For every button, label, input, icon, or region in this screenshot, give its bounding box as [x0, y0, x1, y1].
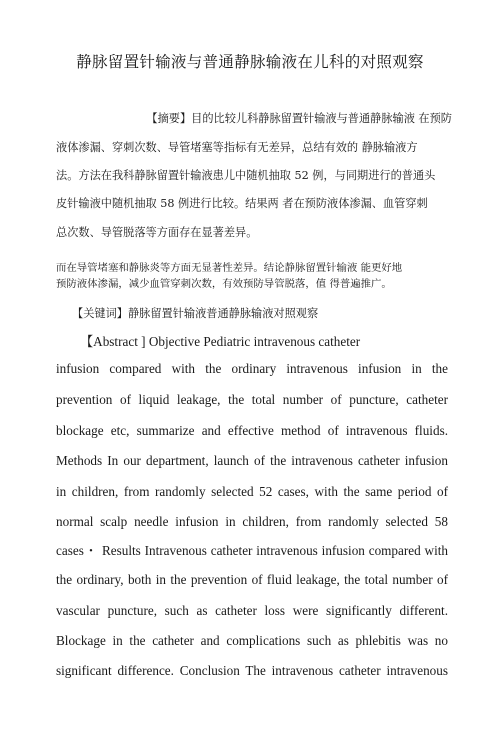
abstract-cn-line-2: 液体渗漏、穿刺次数、导管堵塞等指标有无差异，总结有效的 静脉输液方 [56, 141, 418, 154]
abstract-en-line-10: vascular puncture, such as catheter loss were significantly different. [56, 603, 448, 618]
document-title: 静脉留置针输液与普通静脉输液在儿科的对照观察 [76, 53, 424, 71]
abstract-cn-small-line-1: 而在导管堵塞和静脉炎等方面无显著性差异。结论静脉留置针输液 能更好地 [56, 262, 403, 274]
abstract-en-line-11: Blockage in the catheter and complications such as phlebitis was no [56, 633, 448, 648]
abstract-en-line-9: the ordinary, both in the prevention of fluid leakage, the total number of [56, 572, 448, 587]
abstract-cn-line-3: 法。方法在我科静脉留置针输液患儿中随机抽取 52 例，与同期进行的普通头 [56, 169, 436, 182]
abstract-en-line-2: infusion compared with the ordinary intravenous infusion in the [56, 361, 448, 376]
abstract-en-line-12: significant difference. Conclusion The intravenous catheter intravenous [56, 663, 448, 678]
abstract-en-line-1: 【Abstract ] Objective Pediatric intravenous catheter [80, 334, 361, 349]
abstract-en-line-7: normal scalp needle infusion in children, from randomly selected 58 [56, 514, 448, 529]
abstract-cn-small-line-2: 预防液体渗漏，减少血管穿刺次数，有效预防导管脱落，值 得普遍推广。 [56, 278, 392, 290]
abstract-cn-line-5: 总次数、导管脱落等方面存在显著差异。 [56, 226, 258, 239]
abstract-en-line-5: Methods In our department, launch of the intravenous catheter infusion [56, 453, 448, 468]
abstract-en-line-4: blockage etc, summarize and effective method of intravenous fluids. [56, 423, 448, 438]
abstract-en-line-3: prevention of liquid leakage, the total number of puncture, catheter [56, 392, 448, 407]
keywords-cn: 【关键词】静脉留置针输液普通静脉输液对照观察 [72, 307, 319, 320]
abstract-en-line-6: in children, from randomly selected 52 cases, with the same period of [56, 484, 448, 499]
abstract-cn-line-1: 【摘要】目的比较儿科静脉留置针输液与普通静脉输液 在预防 [146, 112, 452, 125]
abstract-en-line-8: cases・ Results Intravenous catheter intravenous infusion compared with [56, 543, 448, 558]
abstract-cn-line-4: 皮针输液中随机抽取 58 例进行比较。结果两 者在预防液体渗漏、血管穿刺 [56, 197, 428, 210]
